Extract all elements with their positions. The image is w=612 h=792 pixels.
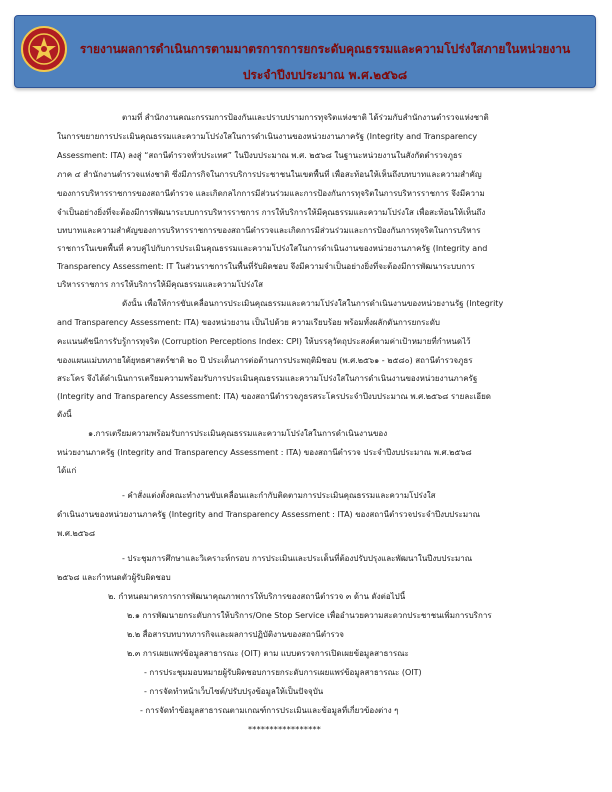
- paragraph-1-line: ภาค ๔ สำนักงานตำรวจแห่งชาติ ซึ่งมีภารกิจในการบริการประชาชนในเขตพื้นที่ เพื่อสะท้อนให้เห็นถึงบทบาทและความสำคัญ: [57, 170, 482, 179]
- paragraph-1-line: ตามที่ สำนักงานคณะกรรมการป้องกันและปราบปรามการทุจริตแห่งชาติ ได้ร่วมกับสำนักงานตำรวจแห่งชาติ: [122, 113, 489, 122]
- section-1-bullet: - ประชุมการศึกษาและวิเคราะห์กรอบ การประเมินและประเด็นที่ต้องปรับปรุงและพัฒนาในปีงบประมาณ: [122, 554, 473, 563]
- paragraph-1-line: บทบาทและความสำคัญของการบริหารราชการของสถานีตำรวจและเกิดการมีส่วนร่วมและการป้องกันการทุจริตในการบริหาร: [57, 226, 481, 235]
- end-separator: *****************: [248, 725, 322, 734]
- section-2-subitem: - การจัดทำข้อมูลสาธารณตามเกณฑ์การประเมินและข้อมูลที่เกี่ยวข้องต่าง ๆ: [140, 706, 399, 715]
- paragraph-2-line: คะแนนดัชนีการรับรู้การทุจริต (Corruption Perceptions Index: CPI) ให้บรรลุวัตถุประสงค์ตามค่าเป้าหมายที่กำหนดไว้: [57, 337, 471, 346]
- section-2-subitem: - การประชุมมอบหมายผู้รับผิดชอบการยกระดับการเผยแพร่ข้อมูลสาธารณะ (OIT): [144, 668, 422, 677]
- paragraph-1-line: Assessment: ITA) ลงสู่ “สถานีตำรวจทั่วประเทศ” ในปีงบประมาณ พ.ศ. ๒๕๖๘ ในฐานะหน่วยงานในสังกัดตำรวจภูธร: [57, 151, 463, 160]
- section-2-item: ๒.๒ สื่อสารบทบาทภารกิจและผลการปฏิบัติงานของสถานีตำรวจ: [127, 630, 344, 639]
- section-1-line: ได้แก่: [57, 466, 77, 475]
- section-1-heading: ๑.การเตรียมความพร้อมรับการประเมินคุณธรรมและความโปร่งใสในการดำเนินงานของ: [88, 429, 388, 438]
- paragraph-2-line: ดังนี้: [57, 410, 72, 419]
- paragraph-1-line: ของการบริหารราชการของสถานีตำรวจ และเกิดกลไกการมีส่วนร่วมและการป้องกันการทุจริตในการบริหารราชการ จึงมีความ: [57, 189, 485, 198]
- section-1-bullet: - คำสั่งแต่งตั้งคณะทำงานขับเคลื่อนและกำกับติดตามการประเมินคุณธรรมและความโปร่งใส: [122, 491, 436, 500]
- section-1-bullet-line: ๒๕๖๘ และกำหนดตัวผู้รับผิดชอบ: [57, 573, 171, 582]
- title-line-1: รายงานผลการดำเนินการตามมาตรการการยกระดับคุณธรรมและความโปร่งใสภายในหน่วยงาน: [79, 42, 571, 56]
- section-1-bullet-line: ดำเนินงานของหน่วยงานภาครัฐ (Integrity and Transparency Assessment : ITA) ของสถานีตำรวจประจำปีงบประมาณ: [57, 510, 481, 519]
- title-line-2: ประจำปีงบประมาณ พ.ศ.๒๕๖๘: [242, 68, 408, 82]
- section-1-line: หน่วยงานภาครัฐ (Integrity and Transparency Assessment : ITA) ของสถานีตำรวจ ประจำปีงบประมาณ พ.ศ.๒๕๖๘: [57, 448, 472, 457]
- paragraph-1-line: จำเป็นอย่างยิ่งที่จะต้องมีการพัฒนาระบบการบริหารราชการ การให้บริการให้มีคุณธรรมและความโปร่งใส เพื่อสะท้อนให้เห็นถึง: [57, 208, 486, 217]
- paragraph-2-line: สระโคร จึงได้ดำเนินการเตรียมความพร้อมรับการประเมินคุณธรรมและความโปร่งใสในการดำเนินงานของหน่วยงานภาครัฐ: [57, 374, 478, 383]
- paragraph-2-line: ของแผนแม่บทภายใต้ยุทธศาสตร์ชาติ ๒๐ ปี ประเด็นการต่อต้านการประพฤติมิชอบ (พ.ศ.๒๕๖๑ - ๒๕๘๐) สถานีตำรวจภูธร: [57, 356, 473, 365]
- paragraph-2-line: ดังนั้น เพื่อให้การขับเคลื่อนการประเมินคุณธรรมและความโปร่งใสในการดำเนินงานของหน่วยงานรัฐ (Integrity: [122, 299, 504, 308]
- paragraph-1-line: บริหารราชการ การให้บริการให้มีคุณธรรมและความโปร่งใส: [57, 280, 263, 289]
- section-2-subitem: - การจัดทำหน้าเว็บไซต์/ปรับปรุงข้อมูลให้เป็นปัจจุบัน: [144, 687, 324, 696]
- section-2-heading: ๒. กำหนดมาตรการการพัฒนาคุณภาพการให้บริการของสถานีตำรวจ ๓ ด้าน ดังต่อไปนี้: [108, 592, 406, 601]
- paragraph-1-line: ราชการในเขตพื้นที่ ควบคู่ไปกับการประเมินคุณธรรมและความโปร่งใสในการดำเนินงานของหน่วยงานภาครัฐ (Integrity and: [57, 244, 488, 253]
- paragraph-2-line: and Transparency Assessment: ITA) ของหน่วยงาน เป็นไปด้วย ความเรียบร้อย พร้อมทั้งผลักดันการยกระดับ: [57, 318, 440, 327]
- paragraph-1-line: ในการขยายการประเมินคุณธรรมและความโปร่งใสในการดำเนินงานของหน่วยงานภาครัฐ (Integrity and Transparency: [57, 132, 478, 141]
- section-2-item: ๒.๑ การพัฒนายกระดับการให้บริการ/One Stop Service เพื่ออำนวยความสะดวกประชาชนเพิ่มการบริการ: [127, 611, 492, 620]
- paragraph-1-line: Transparency Assessment: IT ในส่วนราชการในพื้นที่รับผิดชอบ จึงมีความจำเป็นอย่างยิ่งที่จะต้องมีการพัฒนาระบบการ: [57, 262, 475, 271]
- section-2-item: ๒.๓ การเผยแพร่ข้อมูลสาธารณะ (OIT) ตาม แบบตรวจการเปิดเผยข้อมูลสาธารณะ: [127, 649, 409, 658]
- section-1-bullet-line: พ.ศ.๒๕๖๘: [57, 529, 96, 538]
- paragraph-2-line: (Integrity and Transparency Assessment: ITA) ของสถานีตำรวจภูธรสระโครประจำปีงบประมาณ พ.ศ.๒๕๖๘ รายละเอียด: [57, 392, 491, 401]
